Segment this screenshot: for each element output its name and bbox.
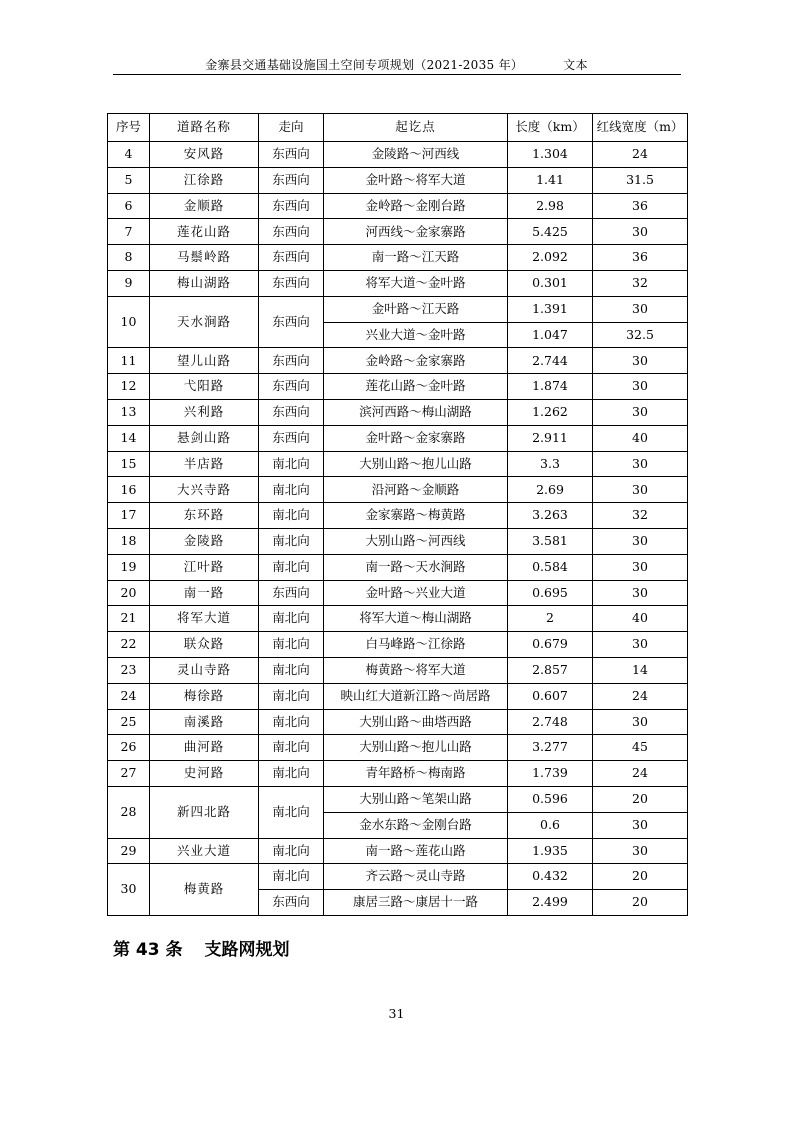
cell-range: 梅黄路～将军大道 <box>324 657 508 683</box>
table-row <box>108 606 688 632</box>
table-row <box>108 709 688 735</box>
cell-no: 15 <box>108 451 150 477</box>
cell-length: 0.679 <box>508 632 593 658</box>
col-header-length: 长度（km） <box>508 114 593 142</box>
cell-direction: 东西向 <box>259 890 324 916</box>
cell-no: 20 <box>108 580 150 606</box>
cell-road-name: 联众路 <box>150 632 259 658</box>
cell-range: 金岭路～金刚台路 <box>324 193 508 219</box>
cell-length: 1.739 <box>508 761 593 787</box>
cell-range: 滨河西路～梅山湖路 <box>324 399 508 425</box>
table-row <box>108 270 688 296</box>
cell-length: 0.584 <box>508 554 593 580</box>
col-header-range: 起讫点 <box>324 114 508 142</box>
cell-no: 14 <box>108 425 150 451</box>
cell-road-name: 悬剑山路 <box>150 425 259 451</box>
cell-range: 大别山路～河西线 <box>324 528 508 554</box>
cell-length: 1.262 <box>508 399 593 425</box>
cell-direction: 东西向 <box>259 374 324 400</box>
cell-no: 19 <box>108 554 150 580</box>
cell-width: 40 <box>593 606 688 632</box>
cell-direction: 南北向 <box>259 528 324 554</box>
table-row <box>108 245 688 271</box>
cell-no: 16 <box>108 477 150 503</box>
cell-length: 0.432 <box>508 864 593 890</box>
table-header <box>108 114 688 142</box>
cell-direction: 南北向 <box>259 735 324 761</box>
cell-direction: 东西向 <box>259 425 324 451</box>
cell-direction: 南北向 <box>259 451 324 477</box>
cell-road-name: 灵山寺路 <box>150 657 259 683</box>
col-header-no: 序号 <box>108 114 150 142</box>
table-row <box>108 683 688 709</box>
cell-no: 29 <box>108 838 150 864</box>
cell-length: 3.277 <box>508 735 593 761</box>
cell-direction: 南北向 <box>259 554 324 580</box>
cell-direction: 南北向 <box>259 864 324 890</box>
cell-range: 南一路～江天路 <box>324 245 508 271</box>
cell-direction: 东西向 <box>259 193 324 219</box>
cell-no: 7 <box>108 219 150 245</box>
table-row <box>108 735 688 761</box>
cell-no: 4 <box>108 142 150 168</box>
cell-length: 2 <box>508 606 593 632</box>
cell-range: 将军大道～金叶路 <box>324 270 508 296</box>
cell-no: 5 <box>108 167 150 193</box>
cell-width: 40 <box>593 425 688 451</box>
cell-road-name: 梅黄路 <box>150 864 259 916</box>
cell-road-name: 大兴寺路 <box>150 477 259 503</box>
cell-direction: 南北向 <box>259 709 324 735</box>
cell-width: 20 <box>593 890 688 916</box>
cell-no: 27 <box>108 761 150 787</box>
cell-direction: 南北向 <box>259 606 324 632</box>
cell-range: 金岭路～金家寨路 <box>324 348 508 374</box>
cell-range: 金叶路～将军大道 <box>324 167 508 193</box>
table-row <box>108 528 688 554</box>
table-row <box>108 838 688 864</box>
table-body <box>108 142 688 916</box>
table-row <box>108 348 688 374</box>
cell-width: 24 <box>593 142 688 168</box>
cell-range: 河西线～金家寨路 <box>324 219 508 245</box>
cell-width: 32 <box>593 270 688 296</box>
cell-range: 金陵路～河西线 <box>324 142 508 168</box>
cell-length: 0.607 <box>508 683 593 709</box>
cell-no: 8 <box>108 245 150 271</box>
cell-range: 大别山路～曲塔西路 <box>324 709 508 735</box>
cell-width: 30 <box>593 632 688 658</box>
cell-road-name: 天水涧路 <box>150 296 259 348</box>
cell-direction: 东西向 <box>259 296 324 348</box>
cell-length: 2.499 <box>508 890 593 916</box>
table-row <box>108 296 688 322</box>
cell-road-name: 史河路 <box>150 761 259 787</box>
header-doc-type: 文本 <box>563 58 588 72</box>
cell-range: 青年路桥～梅南路 <box>324 761 508 787</box>
cell-no: 12 <box>108 374 150 400</box>
header-rule <box>113 74 681 75</box>
cell-road-name: 安风路 <box>150 142 259 168</box>
cell-width: 30 <box>593 451 688 477</box>
cell-width: 32.5 <box>593 322 688 348</box>
cell-range: 南一路～莲花山路 <box>324 838 508 864</box>
cell-no: 30 <box>108 864 150 916</box>
cell-length: 2.69 <box>508 477 593 503</box>
cell-range: 金叶路～江天路 <box>324 296 508 322</box>
cell-range: 大别山路～抱儿山路 <box>324 451 508 477</box>
section-title: 支路网规划 <box>204 940 290 960</box>
cell-length: 1.304 <box>508 142 593 168</box>
cell-width: 30 <box>593 528 688 554</box>
cell-range: 莲花山路～金叶路 <box>324 374 508 400</box>
cell-range: 将军大道～梅山湖路 <box>324 606 508 632</box>
cell-length: 3.3 <box>508 451 593 477</box>
cell-direction: 东西向 <box>259 580 324 606</box>
cell-length: 1.047 <box>508 322 593 348</box>
col-header-name: 道路名称 <box>150 114 259 142</box>
cell-width: 36 <box>593 245 688 271</box>
cell-width: 30 <box>593 296 688 322</box>
cell-range: 沿河路～金顺路 <box>324 477 508 503</box>
cell-direction: 东西向 <box>259 142 324 168</box>
table-row <box>108 786 688 812</box>
cell-length: 2.911 <box>508 425 593 451</box>
cell-width: 30 <box>593 374 688 400</box>
table-row <box>108 193 688 219</box>
cell-range: 大别山路～抱儿山路 <box>324 735 508 761</box>
cell-width: 30 <box>593 580 688 606</box>
cell-road-name: 半店路 <box>150 451 259 477</box>
cell-no: 24 <box>108 683 150 709</box>
cell-no: 22 <box>108 632 150 658</box>
col-header-width: 红线宽度（m） <box>593 114 688 142</box>
cell-range: 金家寨路～梅黄路 <box>324 503 508 529</box>
cell-road-name: 金顺路 <box>150 193 259 219</box>
header-title: 金寨县交通基础设施国土空间专项规划（2021-2035 年） <box>205 58 524 72</box>
cell-road-name: 江徐路 <box>150 167 259 193</box>
table-row <box>108 374 688 400</box>
cell-direction: 南北向 <box>259 683 324 709</box>
table-row <box>108 580 688 606</box>
cell-no: 11 <box>108 348 150 374</box>
cell-width: 30 <box>593 348 688 374</box>
cell-direction: 南北向 <box>259 503 324 529</box>
table-row <box>108 632 688 658</box>
table-row <box>108 477 688 503</box>
cell-range: 南一路～天水涧路 <box>324 554 508 580</box>
cell-range: 齐云路～灵山寺路 <box>324 864 508 890</box>
section-number: 第 43 条 <box>113 940 183 960</box>
table-row <box>108 503 688 529</box>
cell-length: 2.748 <box>508 709 593 735</box>
cell-range: 金水东路～金刚台路 <box>324 812 508 838</box>
cell-direction: 南北向 <box>259 477 324 503</box>
cell-length: 1.41 <box>508 167 593 193</box>
road-planning-table <box>107 113 688 916</box>
cell-width: 20 <box>593 786 688 812</box>
cell-width: 30 <box>593 219 688 245</box>
cell-range: 大别山路～笔架山路 <box>324 786 508 812</box>
cell-length: 2.092 <box>508 245 593 271</box>
page-header <box>113 55 680 75</box>
cell-direction: 东西向 <box>259 245 324 271</box>
cell-no: 26 <box>108 735 150 761</box>
cell-road-name: 曲河路 <box>150 735 259 761</box>
cell-width: 31.5 <box>593 167 688 193</box>
table-row <box>108 451 688 477</box>
cell-direction: 东西向 <box>259 348 324 374</box>
cell-length: 3.581 <box>508 528 593 554</box>
cell-road-name: 将军大道 <box>150 606 259 632</box>
cell-road-name: 莲花山路 <box>150 219 259 245</box>
cell-range: 金叶路～金家寨路 <box>324 425 508 451</box>
cell-length: 1.391 <box>508 296 593 322</box>
cell-range: 映山红大道新江路～尚居路 <box>324 683 508 709</box>
cell-length: 2.857 <box>508 657 593 683</box>
cell-road-name: 兴业大道 <box>150 838 259 864</box>
cell-width: 32 <box>593 503 688 529</box>
cell-width: 30 <box>593 838 688 864</box>
cell-road-name: 弋阳路 <box>150 374 259 400</box>
cell-width: 30 <box>593 477 688 503</box>
cell-width: 24 <box>593 683 688 709</box>
table-row <box>108 219 688 245</box>
cell-length: 0.301 <box>508 270 593 296</box>
table-row <box>108 761 688 787</box>
cell-direction: 南北向 <box>259 657 324 683</box>
cell-direction: 东西向 <box>259 219 324 245</box>
cell-length: 1.935 <box>508 838 593 864</box>
cell-width: 24 <box>593 761 688 787</box>
table-header-row <box>108 114 688 142</box>
table-row <box>108 167 688 193</box>
cell-road-name: 南溪路 <box>150 709 259 735</box>
cell-length: 0.596 <box>508 786 593 812</box>
table-row <box>108 657 688 683</box>
cell-no: 18 <box>108 528 150 554</box>
cell-width: 30 <box>593 399 688 425</box>
table-row <box>108 864 688 890</box>
col-header-direction: 走向 <box>259 114 324 142</box>
cell-road-name: 新四北路 <box>150 786 259 838</box>
cell-road-name: 南一路 <box>150 580 259 606</box>
cell-length: 0.6 <box>508 812 593 838</box>
table-row <box>108 425 688 451</box>
cell-no: 10 <box>108 296 150 348</box>
page-number: 31 <box>388 1006 405 1021</box>
cell-direction: 东西向 <box>259 270 324 296</box>
table-row <box>108 554 688 580</box>
cell-no: 9 <box>108 270 150 296</box>
cell-no: 17 <box>108 503 150 529</box>
cell-road-name: 东环路 <box>150 503 259 529</box>
cell-no: 6 <box>108 193 150 219</box>
cell-road-name: 江叶路 <box>150 554 259 580</box>
cell-road-name: 马鬃岭路 <box>150 245 259 271</box>
cell-direction: 南北向 <box>259 761 324 787</box>
cell-no: 28 <box>108 786 150 838</box>
cell-length: 1.874 <box>508 374 593 400</box>
cell-range: 康居三路～康居十一路 <box>324 890 508 916</box>
cell-direction: 南北向 <box>259 786 324 838</box>
cell-width: 20 <box>593 864 688 890</box>
cell-width: 30 <box>593 709 688 735</box>
cell-road-name: 梅山湖路 <box>150 270 259 296</box>
cell-width: 30 <box>593 554 688 580</box>
cell-no: 13 <box>108 399 150 425</box>
cell-length: 2.744 <box>508 348 593 374</box>
cell-length: 0.695 <box>508 580 593 606</box>
cell-width: 30 <box>593 812 688 838</box>
cell-width: 45 <box>593 735 688 761</box>
cell-no: 23 <box>108 657 150 683</box>
cell-range: 兴业大道～金叶路 <box>324 322 508 348</box>
cell-direction: 东西向 <box>259 399 324 425</box>
cell-width: 14 <box>593 657 688 683</box>
cell-length: 3.263 <box>508 503 593 529</box>
cell-road-name: 金陵路 <box>150 528 259 554</box>
cell-road-name: 望儿山路 <box>150 348 259 374</box>
cell-length: 5.425 <box>508 219 593 245</box>
cell-range: 白马峰路～江徐路 <box>324 632 508 658</box>
table-row <box>108 142 688 168</box>
cell-direction: 东西向 <box>259 167 324 193</box>
cell-width: 36 <box>593 193 688 219</box>
cell-direction: 南北向 <box>259 838 324 864</box>
cell-road-name: 兴利路 <box>150 399 259 425</box>
cell-length: 2.98 <box>508 193 593 219</box>
table-row <box>108 399 688 425</box>
cell-no: 21 <box>108 606 150 632</box>
cell-road-name: 梅徐路 <box>150 683 259 709</box>
cell-no: 25 <box>108 709 150 735</box>
cell-direction: 南北向 <box>259 632 324 658</box>
section-heading <box>113 936 290 964</box>
cell-range: 金叶路～兴业大道 <box>324 580 508 606</box>
